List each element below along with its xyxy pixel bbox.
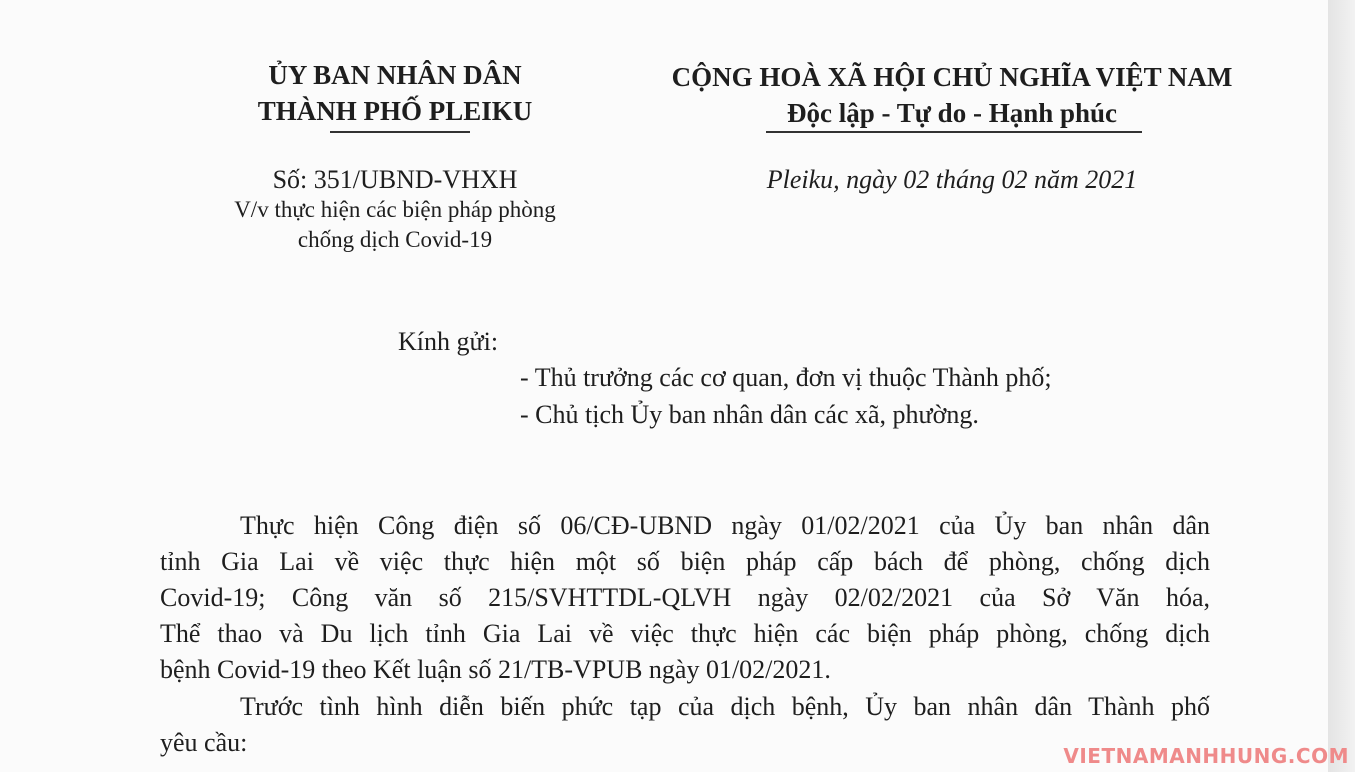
body-line: Trước tình hình diễn biến phức tạp của dịch bệnh, Ủy ban nhân dân Thành phố bbox=[240, 692, 1210, 721]
motto-underline bbox=[766, 131, 1142, 133]
document-number: Số: 351/UBND-VHXH bbox=[272, 165, 518, 194]
org-name-line2: THÀNH PHỐ PLEIKU bbox=[257, 96, 533, 126]
body-line: Thể thao và Du lịch tỉnh Gia Lai về việc thực hiện các biện pháp phòng, chống dịch bbox=[160, 619, 1210, 648]
page-edge bbox=[1328, 0, 1355, 772]
body-line: Covid-19; Công văn số 215/SVHTTDL-QLVH ngày 02/02/2021 của Sở Văn hóa, bbox=[160, 583, 1210, 612]
recipients-greeting: Kính gửi: bbox=[398, 327, 499, 356]
body-line: bệnh Covid-19 theo Kết luận số 21/TB-VPUB ngày 01/02/2021. bbox=[160, 655, 831, 684]
subject-line1: V/v thực hiện các biện pháp phòng bbox=[234, 197, 556, 222]
body-line: Thực hiện Công điện số 06/CĐ-UBND ngày 01/02/2021 của Ủy ban nhân dân bbox=[240, 511, 1210, 540]
recipient-item: - Thủ trưởng các cơ quan, đơn vị thuộc Thành phố; bbox=[520, 363, 1052, 392]
recipient-item: - Chủ tịch Ủy ban nhân dân các xã, phường. bbox=[520, 400, 979, 429]
body-line: tỉnh Gia Lai về việc thực hiện một số biện pháp cấp bách để phòng, chống dịch bbox=[160, 547, 1210, 576]
org-name-line1: ỦY BAN NHÂN DÂN bbox=[268, 60, 522, 90]
place-date: Pleiku, ngày 02 tháng 02 năm 2021 bbox=[766, 165, 1138, 194]
national-motto: Độc lập - Tự do - Hạnh phúc bbox=[786, 98, 1118, 128]
national-title: CỘNG HOÀ XÃ HỘI CHỦ NGHĨA VIỆT NAM bbox=[671, 62, 1233, 92]
watermark-text: VIETNAMANHHUNG.COM bbox=[1063, 744, 1349, 768]
cut-off-text-line bbox=[250, 766, 770, 772]
org-underline bbox=[330, 131, 470, 133]
subject-line2: chống dịch Covid-19 bbox=[297, 227, 493, 252]
body-line: yêu cầu: bbox=[160, 728, 248, 757]
